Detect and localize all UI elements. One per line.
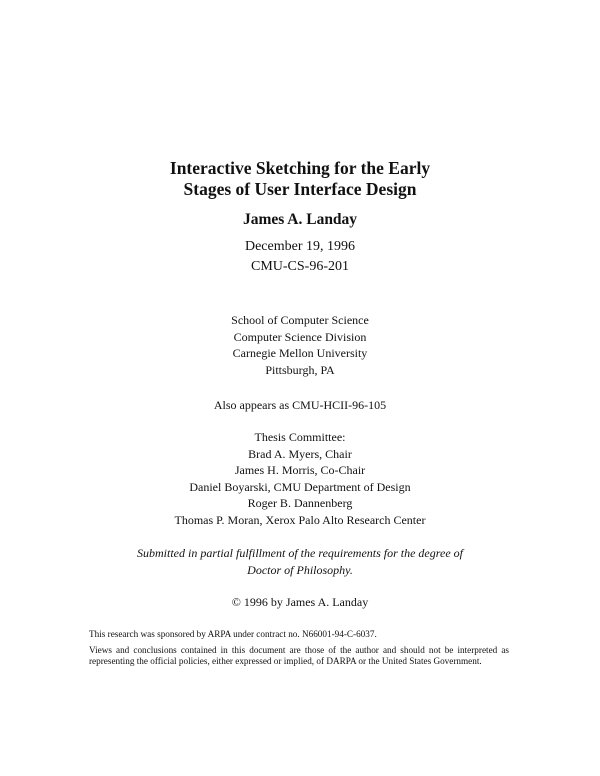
degree-statement-line-2: Doctor of Philosophy. xyxy=(247,562,353,577)
affiliation-university: Carnegie Mellon University xyxy=(232,346,368,360)
also-appears-note: Also appears as CMU-HCII-96-105 xyxy=(213,398,387,412)
committee-member: Brad A. Myers, Chair xyxy=(248,446,352,461)
affiliation-block xyxy=(0,312,600,378)
committee-member: Thomas P. Moran, Xerox Palo Alto Research Center xyxy=(174,512,426,527)
author-name: James A. Landay xyxy=(242,211,358,228)
copyright-notice: © 1996 by James A. Landay xyxy=(231,595,369,609)
affiliation-division: Computer Science Division xyxy=(233,329,367,344)
committee-heading: Thesis Committee: xyxy=(254,430,346,444)
committee-member: Daniel Boyarski, CMU Department of Design xyxy=(189,479,411,494)
thesis-title xyxy=(0,158,600,200)
committee-member: Roger B. Dannenberg xyxy=(247,496,353,510)
sponsor-note: This research was sponsored by ARPA under contract no. N66001-94-C-6037. xyxy=(89,629,377,639)
degree-statement xyxy=(0,545,600,578)
committee-member: James H. Morris, Co-Chair xyxy=(234,463,366,477)
degree-statement-line-1: Submitted in partial fulfillment of the requirements for the degree of xyxy=(137,546,463,560)
thesis-committee xyxy=(0,429,600,528)
thesis-title-line-1: Interactive Sketching for the Early xyxy=(169,158,431,178)
publication-date: December 19, 1996 xyxy=(244,239,356,254)
affiliation-school: School of Computer Science xyxy=(231,313,369,327)
thesis-title-line-2: Stages of User Interface Design xyxy=(183,179,417,199)
footnotes xyxy=(89,629,509,668)
report-number: CMU-CS-96-201 xyxy=(250,259,349,274)
affiliation-location: Pittsburgh, PA xyxy=(265,362,335,377)
disclaimer-note: Views and conclusions contained in this document are those of the author and should not be interpreted as representing the official policies, either expressed or implied, of DARPA or the United States Government. xyxy=(89,644,509,666)
